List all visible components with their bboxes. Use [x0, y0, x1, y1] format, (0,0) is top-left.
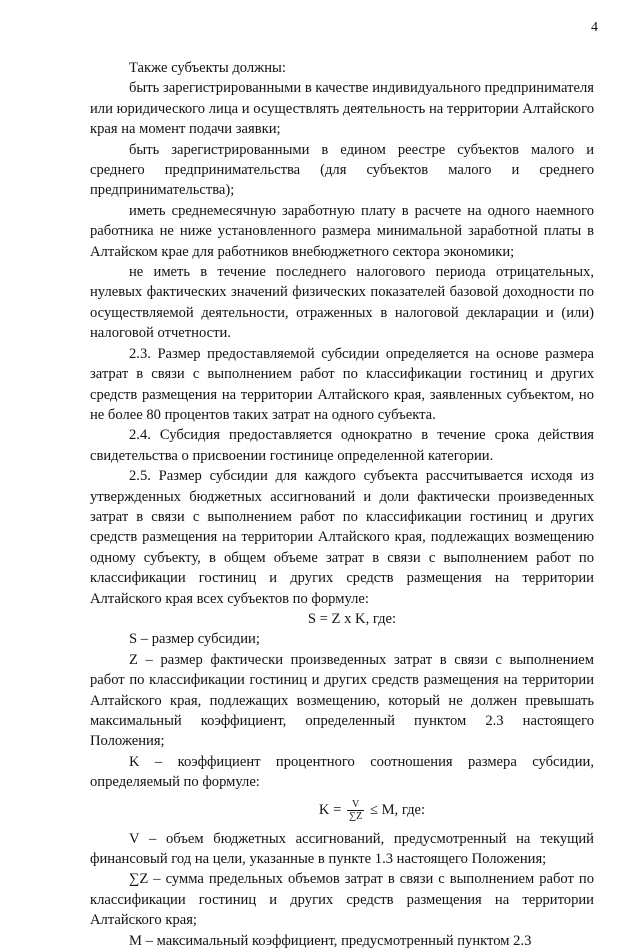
- document-body: [90, 58, 594, 951]
- formula-s: S = Z x K, где:: [307, 610, 397, 627]
- definition-v: V – объем бюджетных ассигнований, предусмотренный на текущий финансовый год на цели, указанные в пункте 1.3 настоящего Положения;: [90, 830, 594, 868]
- paragraph-requirement-tax: не иметь в течение последнего налогового периода отрицательных, нулевых фактических значений физических показателей базовой доходности по осуществляемой деятельности, отраженных в налоговой декларации и (или) налоговой отчетности.: [90, 264, 594, 342]
- definition-z: Z – размер фактически произведенных затрат в связи с выполнением работ по классификации гостиниц и других средств размещения на территории Алтайского края, подлежащих возмещению, который не должен превышать максимальный коэффициент, определенный пунктом 2.3 настоящего Положения;: [90, 651, 594, 750]
- formula-k-denominator: ∑Z: [349, 810, 363, 822]
- formula-k-lhs: K =: [318, 801, 342, 818]
- definition-s: S – размер субсидии;: [129, 631, 260, 648]
- paragraph-requirement-salary: иметь среднемесячную заработную плату в расчете на одного наемного работника не ниже установленного размера минимальной заработной платы в Алтайском крае для работников внебюджетного сектора экономики;: [90, 202, 594, 260]
- formula-k: [90, 795, 594, 825]
- definition-m: M – максимальный коэффициент, предусмотренный пунктом 2.3: [129, 932, 532, 949]
- paragraph-2-3: 2.3. Размер предоставляемой субсидии определяется на основе размера затрат в связи с выполнением работ по классификации гостиниц и других средств размещения на территории Алтайского края, заявленных субъектом, но не более 80 процентов таких затрат на одного субъекта.: [90, 345, 594, 423]
- paragraph-2-4: 2.4. Субсидия предоставляется однократно в течение срока действия свидетельства о присвоении гостинице определенной категории.: [90, 427, 594, 464]
- formula-k-rhs: ≤ M, где:: [369, 801, 426, 818]
- page-number: 4: [591, 20, 598, 35]
- paragraph-intro: Также субъекты должны:: [129, 60, 286, 76]
- paragraph-requirement-registry: быть зарегистрированными в едином реестре субъектов малого и среднего предпринимательства (для субъектов малого и среднего предпринимательства);: [90, 141, 594, 199]
- paragraph-2-5: 2.5. Размер субсидии для каждого субъекта рассчитывается исходя из утвержденных бюджетных ассигнований и доли фактически произведенных затрат в связи с выполнением работ по классификации гостиниц и других средств размещения на территории Алтайского края, подлежащих возмещению одному субъекту, в общем объеме затрат в связи с выполнением работ по классификации гостиниц и других средств размещения на территории Алтайского края всех субъектов по формуле:: [90, 468, 594, 607]
- definition-k: K – коэффициент процентного соотношения размера субсидии, определяемый по формуле:: [90, 753, 594, 791]
- paragraph-requirement-registration: быть зарегистрированными в качестве индивидуального предпринимателя или юридического лица и осуществлять деятельность на территории Алтайского края на момент подачи заявки;: [90, 80, 594, 138]
- definition-sum-z: ∑Z – сумма предельных объемов затрат в связи с выполнением работ по классификации гостиниц и других средств размещения на территории Алтайского края;: [90, 871, 594, 929]
- formula-k-fraction: [347, 799, 364, 822]
- formula-k-numerator: V: [347, 799, 364, 811]
